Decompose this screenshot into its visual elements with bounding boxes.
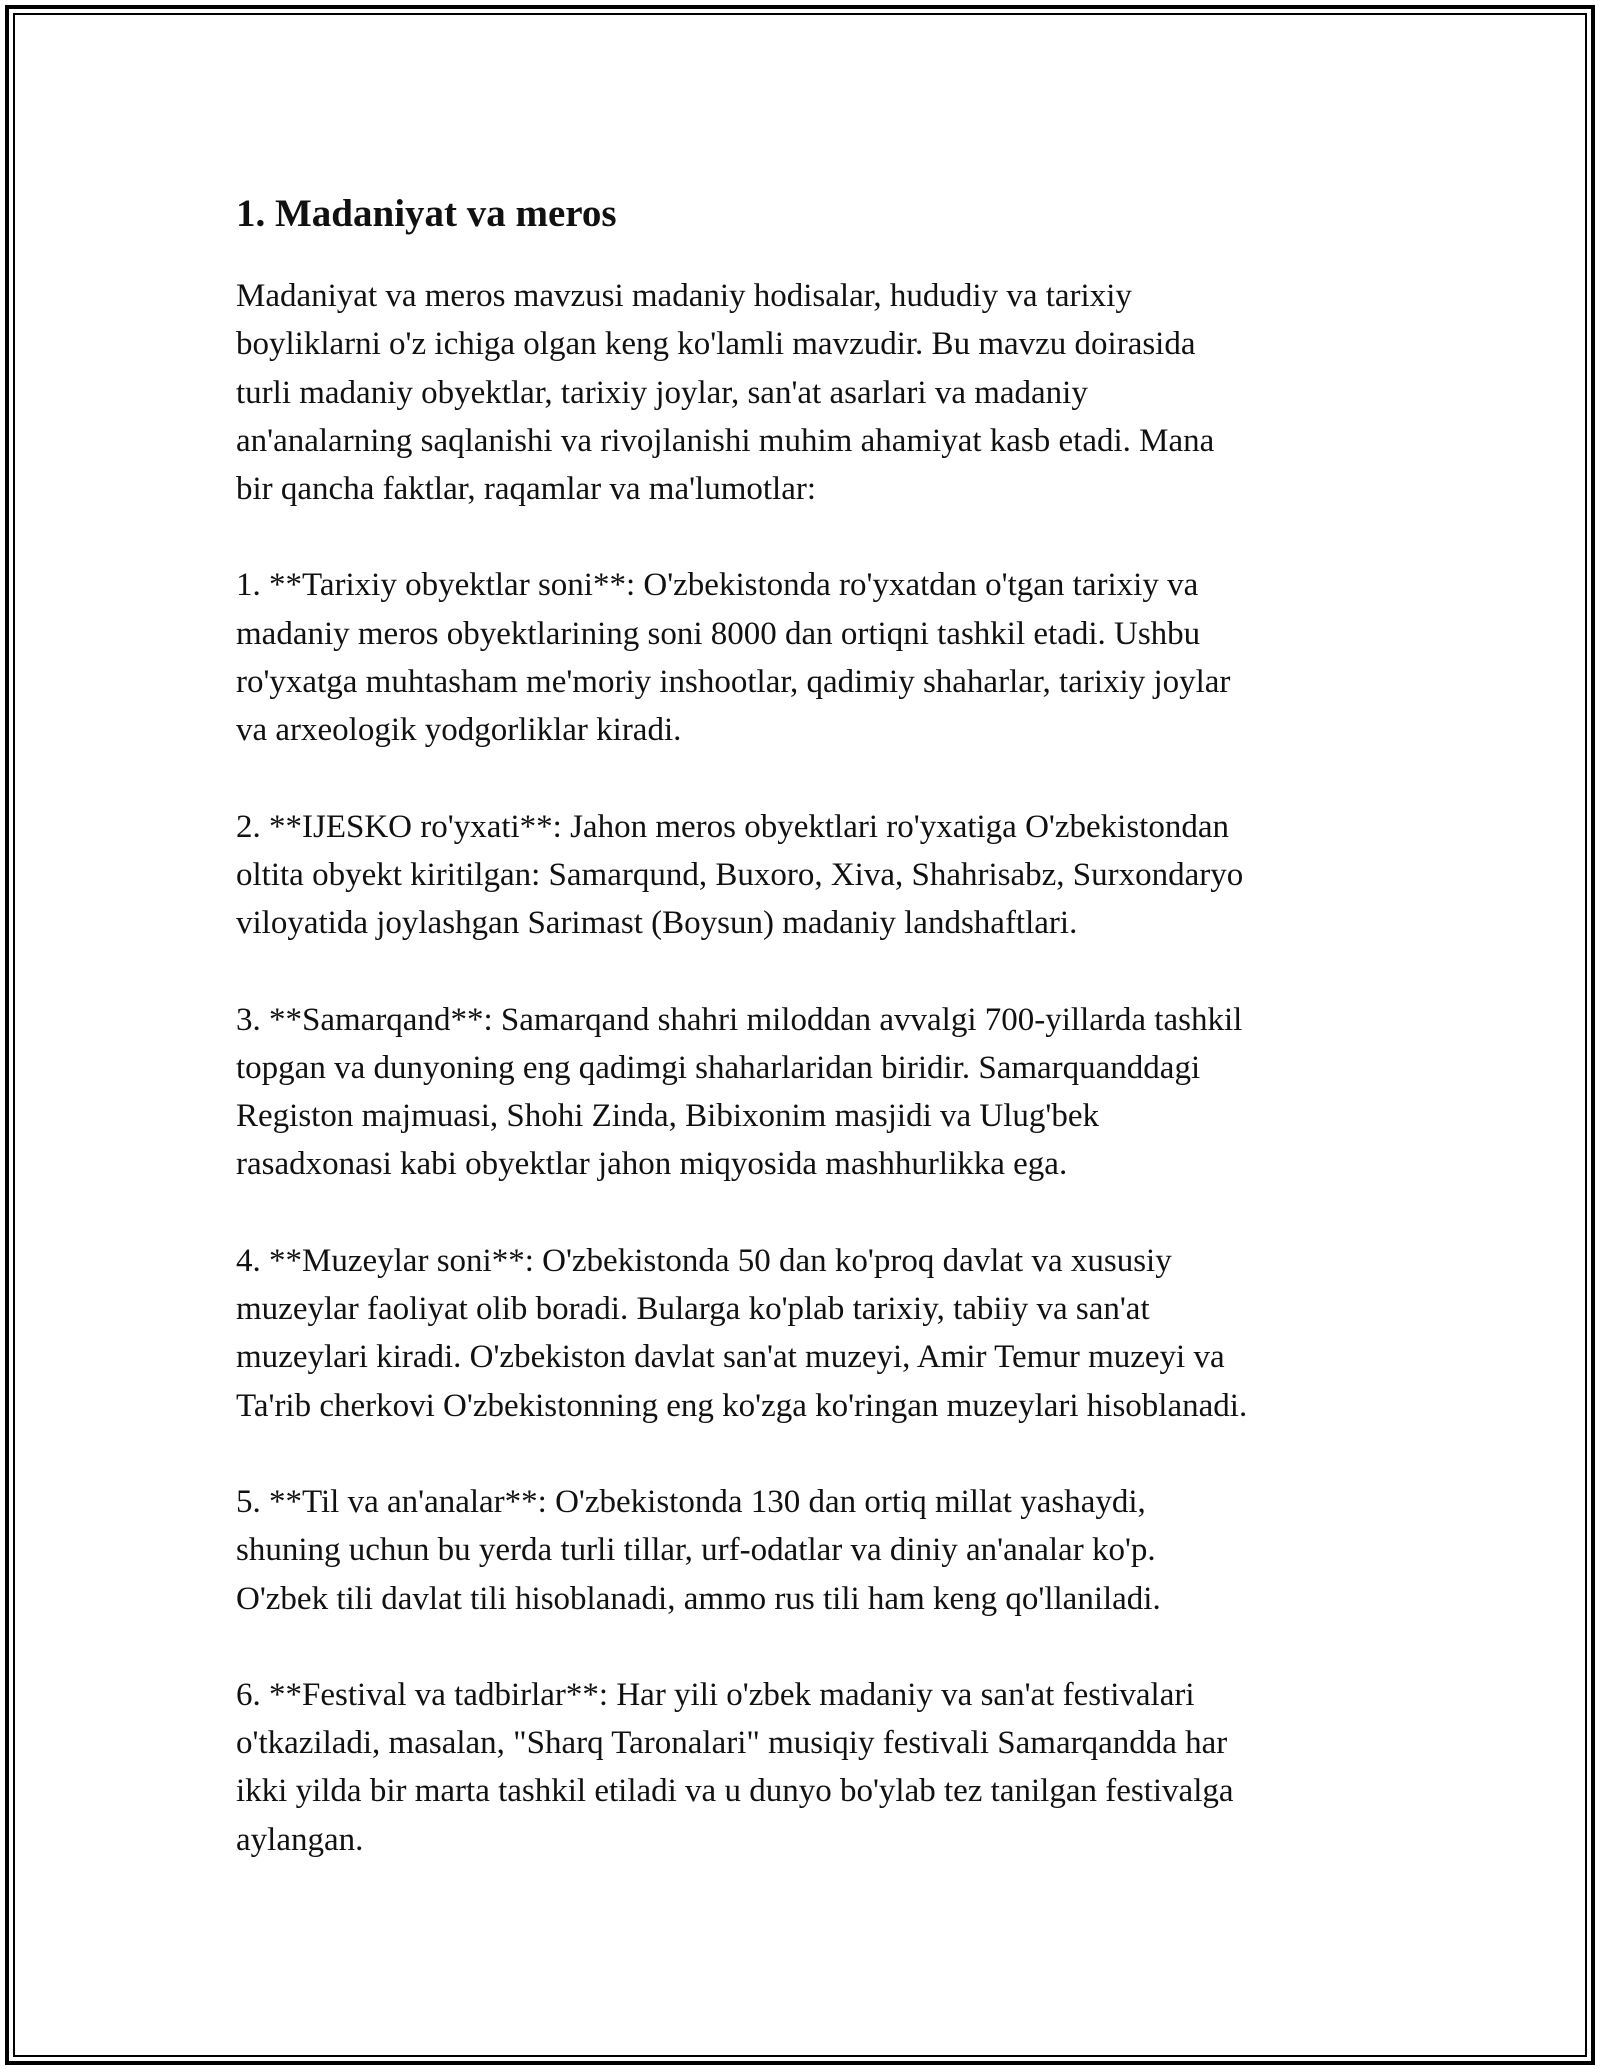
section-title: 1. Madaniyat va meros: [236, 192, 617, 235]
text-line: ikki yilda bir marta tashkil etiladi va u dunyo bo'ylab tez tanilgan festivalga: [236, 1773, 1234, 1810]
fact-paragraph-3: [236, 996, 1416, 1189]
text-line: va arxeologik yodgorliklar kiradi.: [236, 712, 682, 749]
fact-paragraph-6: [236, 1671, 1416, 1864]
document-body: [236, 188, 1416, 1912]
text-line: 3. **Samarqand**: Samarqand shahri miloddan avvalgi 700-yillarda tashkil: [236, 1001, 1243, 1038]
text-line: Registon majmuasi, Shohi Zinda, Bibixonim masjidi va Ulug'bek: [236, 1098, 1099, 1135]
text-line: O'zbek tili davlat tili hisoblanadi, ammo rus tili ham keng qo'llaniladi.: [236, 1580, 1161, 1617]
text-line: boyliklarni o'z ichiga olgan keng ko'lamli mavzudir. Bu mavzu doirasida: [236, 326, 1196, 363]
text-line: ro'yxatga muhtasham me'moriy inshootlar, qadimiy shaharlar, tarixiy joylar: [236, 664, 1231, 701]
text-line: 4. **Muzeylar soni**: O'zbekistonda 50 dan ko'proq davlat va xususiy: [236, 1242, 1172, 1279]
text-line: 2. **IJESKO ro'yxati**: Jahon meros obyektlari ro'yxatiga O'zbekistondan: [236, 808, 1229, 845]
text-line: muzeylari kiradi. O'zbekiston davlat san'at muzeyi, Amir Temur muzeyi va: [236, 1339, 1225, 1376]
text-line: bir qancha faktlar, raqamlar va ma'lumotlar:: [236, 471, 817, 508]
text-line: topgan va dunyoning eng qadimgi shaharlaridan biridir. Samarquanddagi: [236, 1049, 1201, 1086]
text-line: aylangan.: [236, 1821, 364, 1858]
text-line: rasadxonasi kabi obyektlar jahon miqyosida mashhurlikka ega.: [236, 1146, 1068, 1183]
text-line: an'analarning saqlanishi va rivojlanishi muhim ahamiyat kasb etadi. Mana: [236, 422, 1215, 459]
text-line: 6. **Festival va tadbirlar**: Har yili o'zbek madaniy va san'at festivalari: [236, 1676, 1195, 1713]
text-line: shuning uchun bu yerda turli tillar, urf-odatlar va diniy an'analar ko'p.: [236, 1532, 1156, 1569]
text-line: 5. **Til va an'analar**: O'zbekistonda 130 dan ortiq millat yashaydi,: [236, 1483, 1146, 1520]
fact-paragraph-4: [236, 1237, 1416, 1430]
text-line: o'tkaziladi, masalan, "Sharq Taronalari" musiqiy festivali Samarqandda har: [236, 1725, 1228, 1762]
text-line: Ta'rib cherkovi O'zbekistonning eng ko'zga ko'ringan muzeylari hisoblanadi.: [236, 1387, 1248, 1424]
text-line: muzeylar faoliyat olib boradi. Bularga ko'plab tarixiy, tabiiy va san'at: [236, 1291, 1150, 1328]
intro-paragraph: [236, 272, 1416, 513]
fact-paragraph-5: [236, 1478, 1416, 1623]
text-line: madaniy meros obyektlarining soni 8000 dan ortiqni tashkil etadi. Ushbu: [236, 615, 1201, 652]
text-line: 1. **Tarixiy obyektlar soni**: O'zbekistonda ro'yxatdan o'tgan tarixiy va: [236, 567, 1199, 604]
text-line: viloyatida joylashgan Sarimast (Boysun) madaniy landshaftlari.: [236, 905, 1078, 942]
fact-paragraph-2: [236, 803, 1416, 948]
text-line: oltita obyekt kiritilgan: Samarqund, Buxoro, Xiva, Shahrisabz, Surxondaryo: [236, 856, 1244, 893]
text-line: turli madaniy obyektlar, tarixiy joylar, san'at asarlari va madaniy: [236, 374, 1088, 411]
fact-paragraph-1: [236, 561, 1416, 754]
text-line: Madaniyat va meros mavzusi madaniy hodisalar, hududiy va tarixiy: [236, 278, 1132, 314]
